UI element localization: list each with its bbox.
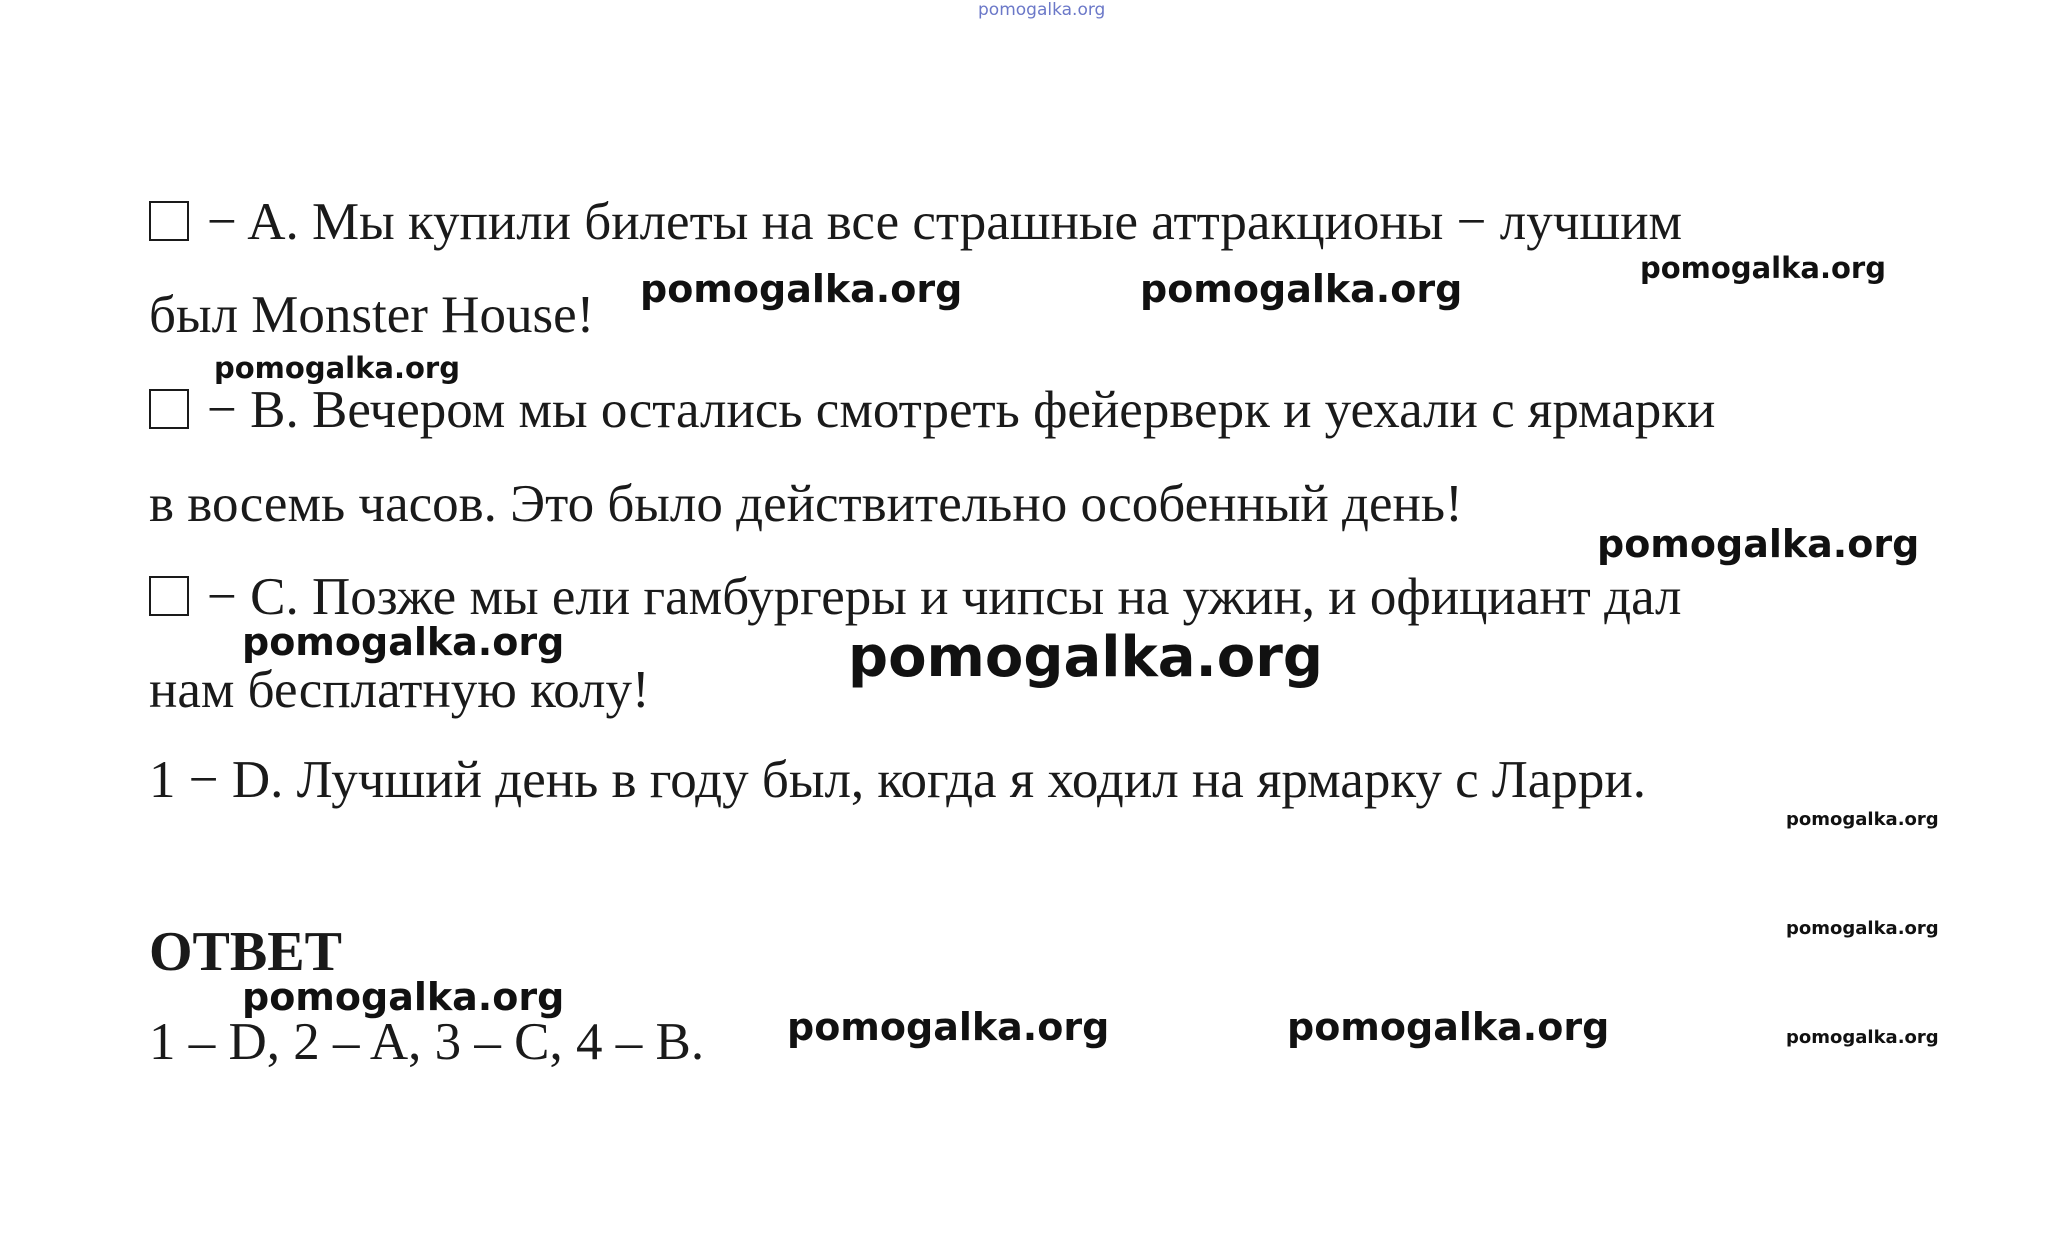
watermark: pomogalka.org (640, 267, 963, 311)
item-b-continuation: в восемь часов. Это было действительно особенный день! (149, 475, 1463, 533)
checkbox-b[interactable] (149, 389, 189, 429)
item-a-text: − A. Мы купили билеты на все страшные аттракционы − лучшим (207, 193, 1683, 251)
watermark: pomogalka.org (1287, 1005, 1610, 1049)
watermark: pomogalka.org (1786, 918, 1939, 939)
answer-heading: ОТВЕТ (149, 921, 342, 983)
exercise-item-a (149, 190, 1682, 254)
watermark-top: pomogalka.org (978, 0, 1106, 20)
exercise-item-b (149, 378, 1715, 442)
item-b-text: − B. Вечером мы остались смотреть фейерверк и уехали с ярмарки (207, 381, 1716, 439)
item-a-continuation: был Monster House! (149, 286, 595, 344)
answer-text: 1 – D, 2 – A, 3 – C, 4 – B. (149, 1013, 705, 1071)
checkbox-a[interactable] (149, 201, 189, 241)
watermark: pomogalka.org (1786, 1027, 1939, 1048)
watermark-large: pomogalka.org (848, 625, 1323, 690)
watermark: pomogalka.org (1597, 522, 1920, 566)
item-c-continuation: нам бесплатную колу! (149, 661, 650, 719)
watermark: pomogalka.org (242, 620, 565, 664)
watermark: pomogalka.org (1640, 251, 1886, 285)
watermark: pomogalka.org (214, 351, 460, 385)
checkbox-c[interactable] (149, 576, 189, 616)
watermark: pomogalka.org (1786, 809, 1939, 830)
watermark: pomogalka.org (1140, 267, 1463, 311)
exercise-item-d: 1 − D. Лучший день в году был, когда я ходил на ярмарку с Ларри. (149, 751, 1646, 809)
watermark: pomogalka.org (242, 975, 565, 1019)
watermark: pomogalka.org (787, 1005, 1110, 1049)
item-c-text: − C. Позже мы ели гамбургеры и чипсы на ужин, и официант дал (207, 568, 1682, 626)
